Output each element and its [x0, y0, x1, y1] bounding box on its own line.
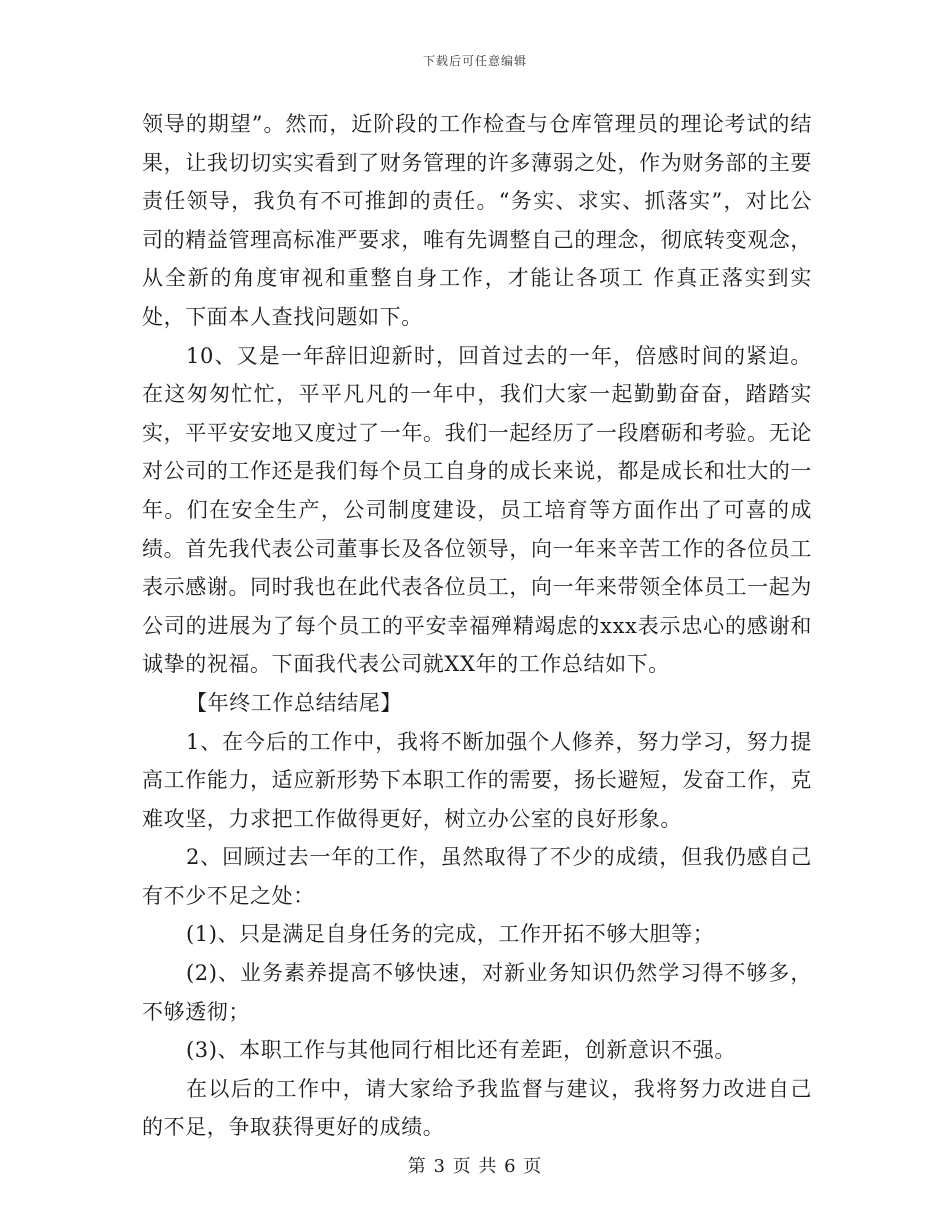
page-header: 下载后可任意编辑 — [422, 54, 527, 68]
paragraph-item-10: 10、又是一年辞旧迎新时，回首过去的一年，倍感时间的紧迫。在这匆匆忙忙，平平凡凡的一年中，我们大家一起勤勤奋奋，踏踏实实，平平安安地又度过了一年。我们一起经历了一段磨砺和考验。无论对公司的工作还是我们每个员工自身的成长来说，都是成长和壮大的一年。们在安全生产，公司制度建设，员工培育等方面作出了可喜的成绩。首先我代表公司董事长及各位领导，向一年来辛苦工作的各位员工表示感谢。同时我也在此代表各位员工，向一年来带领全体员工一起为公司的进展为了每个员工的平安幸福殚精竭虑的xxx表示忠心的感谢和诚挚的祝福。下面我代表公司就XX年的工作总结如下。 — [142, 343, 812, 677]
paragraph-continuation: 领导的期望”。然而，近阶段的工作检查与仓库管理员的理论考试的结果，让我切切实实看到了财务管理的许多薄弱之处，作为财务部的主要责任领导，我负有不可推卸的责任。“务实、求实、抓落实”，对比公司的精益管理高标准严要求，唯有先调整自己的理念，彻底转变观念，从全新的角度审视和重整自身工作，才能让各项工 作真正落实到实处，下面本人查找问题如下。 — [142, 112, 812, 329]
page-number: 第 3 页 共 6 页 — [407, 1156, 543, 1177]
paragraph-closing: 在以后的工作中，请大家给予我监督与建议，我将努力改进自己的不足，争取获得更好的成绩。 — [142, 1076, 812, 1140]
paragraph-item-2: 2、回顾过去一年的工作，虽然取得了不少的成绩，但我仍感自己有不少不足之处： — [142, 845, 812, 908]
section-heading: 【年终工作总结结尾】 — [186, 690, 402, 715]
paragraph-item-1: 1、在今后的工作中，我将不断加强个人修养，努力学习，努力提高工作能力，适应新形势下本职工作的需要，扬长避短，发奋工作，克难攻坚，力求把工作做得更好，树立办公室的良好形象。 — [142, 729, 812, 831]
list-item-3: (3)、本职工作与其他同行相比还有差距，创新意识不强。 — [186, 1038, 736, 1063]
list-item-2: (2)、业务素养提高不够快速，对新业务知识仍然学习得不够多，不够透彻； — [142, 961, 812, 1024]
list-item-1: (1)、只是满足自身任务的完成，工作开拓不够大胆等； — [186, 922, 715, 947]
document-body — [142, 105, 812, 1147]
